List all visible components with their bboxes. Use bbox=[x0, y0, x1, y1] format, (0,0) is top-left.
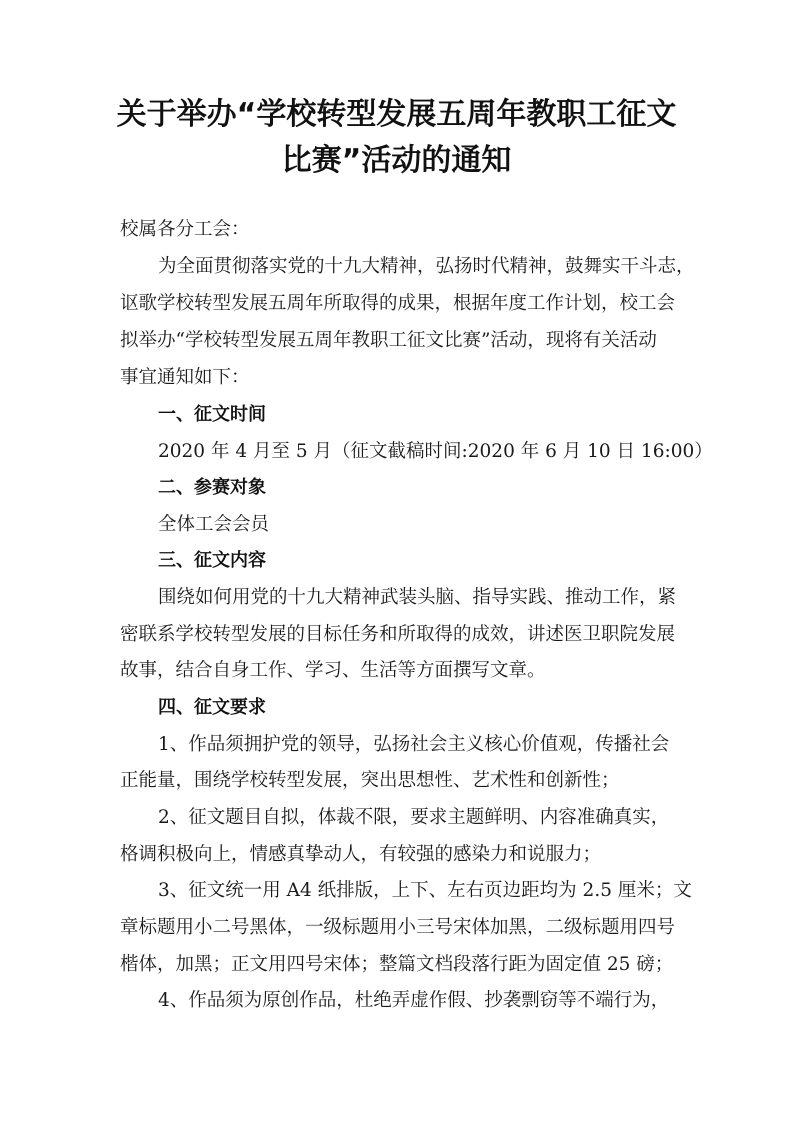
requirements-line-5: 3、征文统一用 A4 纸排版，上下、左右页边距均为 2.5 厘米；文 bbox=[158, 880, 692, 901]
section-heading-content: 三、征文内容 bbox=[158, 550, 266, 571]
section-content-line-2: 密联系学校转型发展的目标任务和所取得的成效，讲述医卫职院发展 bbox=[120, 624, 676, 645]
requirements-line-8: 4、作品须为原创作品，杜绝弄虚作假、抄袭剽窃等不端行为， bbox=[158, 990, 670, 1011]
document-title bbox=[100, 92, 693, 184]
section-heading-requirements: 四、征文要求 bbox=[158, 697, 266, 718]
intro-line-1: 为全面贯彻落实党的十九大精神，弘扬时代精神，鼓舞实干斗志， bbox=[158, 256, 695, 277]
requirements-line-2: 正能量，围绕学校转型发展，突出思想性、艺术性和创新性； bbox=[120, 770, 620, 791]
section-content-line-1: 围绕如何用党的十九大精神武装头脑、指导实践、推动工作，紧 bbox=[158, 587, 677, 608]
intro-line-4: 事宜通知如下： bbox=[120, 367, 250, 388]
intro-line-2: 讴歌学校转型发展五周年所取得的成果，根据年度工作计划，校工会 bbox=[120, 293, 676, 314]
section-heading-participants: 二、参赛对象 bbox=[158, 477, 266, 498]
title-line-1: 关于举办“学校转型发展五周年教职工征文 bbox=[116, 97, 677, 132]
section-content-line-3: 故事，结合自身工作、学习、生活等方面撰写文章。 bbox=[120, 660, 546, 681]
intro-line-3: 拟举办“学校转型发展五周年教职工征文比赛”活动，现将有关活动 bbox=[120, 330, 657, 351]
requirements-line-3: 2、征文题目自拟，体裁不限，要求主题鲜明、内容准确真实， bbox=[158, 807, 670, 828]
section-participants-line-1: 全体工会会员 bbox=[158, 514, 270, 535]
requirements-line-7: 楷体，加黑；正文用四号宋体；整篇文档段落行距为固定值 25 磅； bbox=[120, 954, 674, 975]
section-heading-time: 一、征文时间 bbox=[158, 404, 266, 425]
title-line-2: 比赛”活动的通知 bbox=[281, 143, 512, 178]
requirements-line-1: 1、作品须拥护党的领导，弘扬社会主义核心价值观，传播社会 bbox=[158, 734, 670, 755]
salutation: 校属各分工会： bbox=[120, 219, 250, 240]
requirements-line-4: 格调积极向上，情感真挚动人，有较强的感染力和说服力； bbox=[120, 844, 602, 865]
requirements-line-6: 章标题用小二号黑体，一级标题用小三号宋体加黑，二级标题用四号 bbox=[120, 917, 676, 938]
section-time-line-1: 2020 年 4 月至 5 月（征文截稿时间:2020 年 6 月 10 日 16:00） bbox=[158, 441, 713, 462]
